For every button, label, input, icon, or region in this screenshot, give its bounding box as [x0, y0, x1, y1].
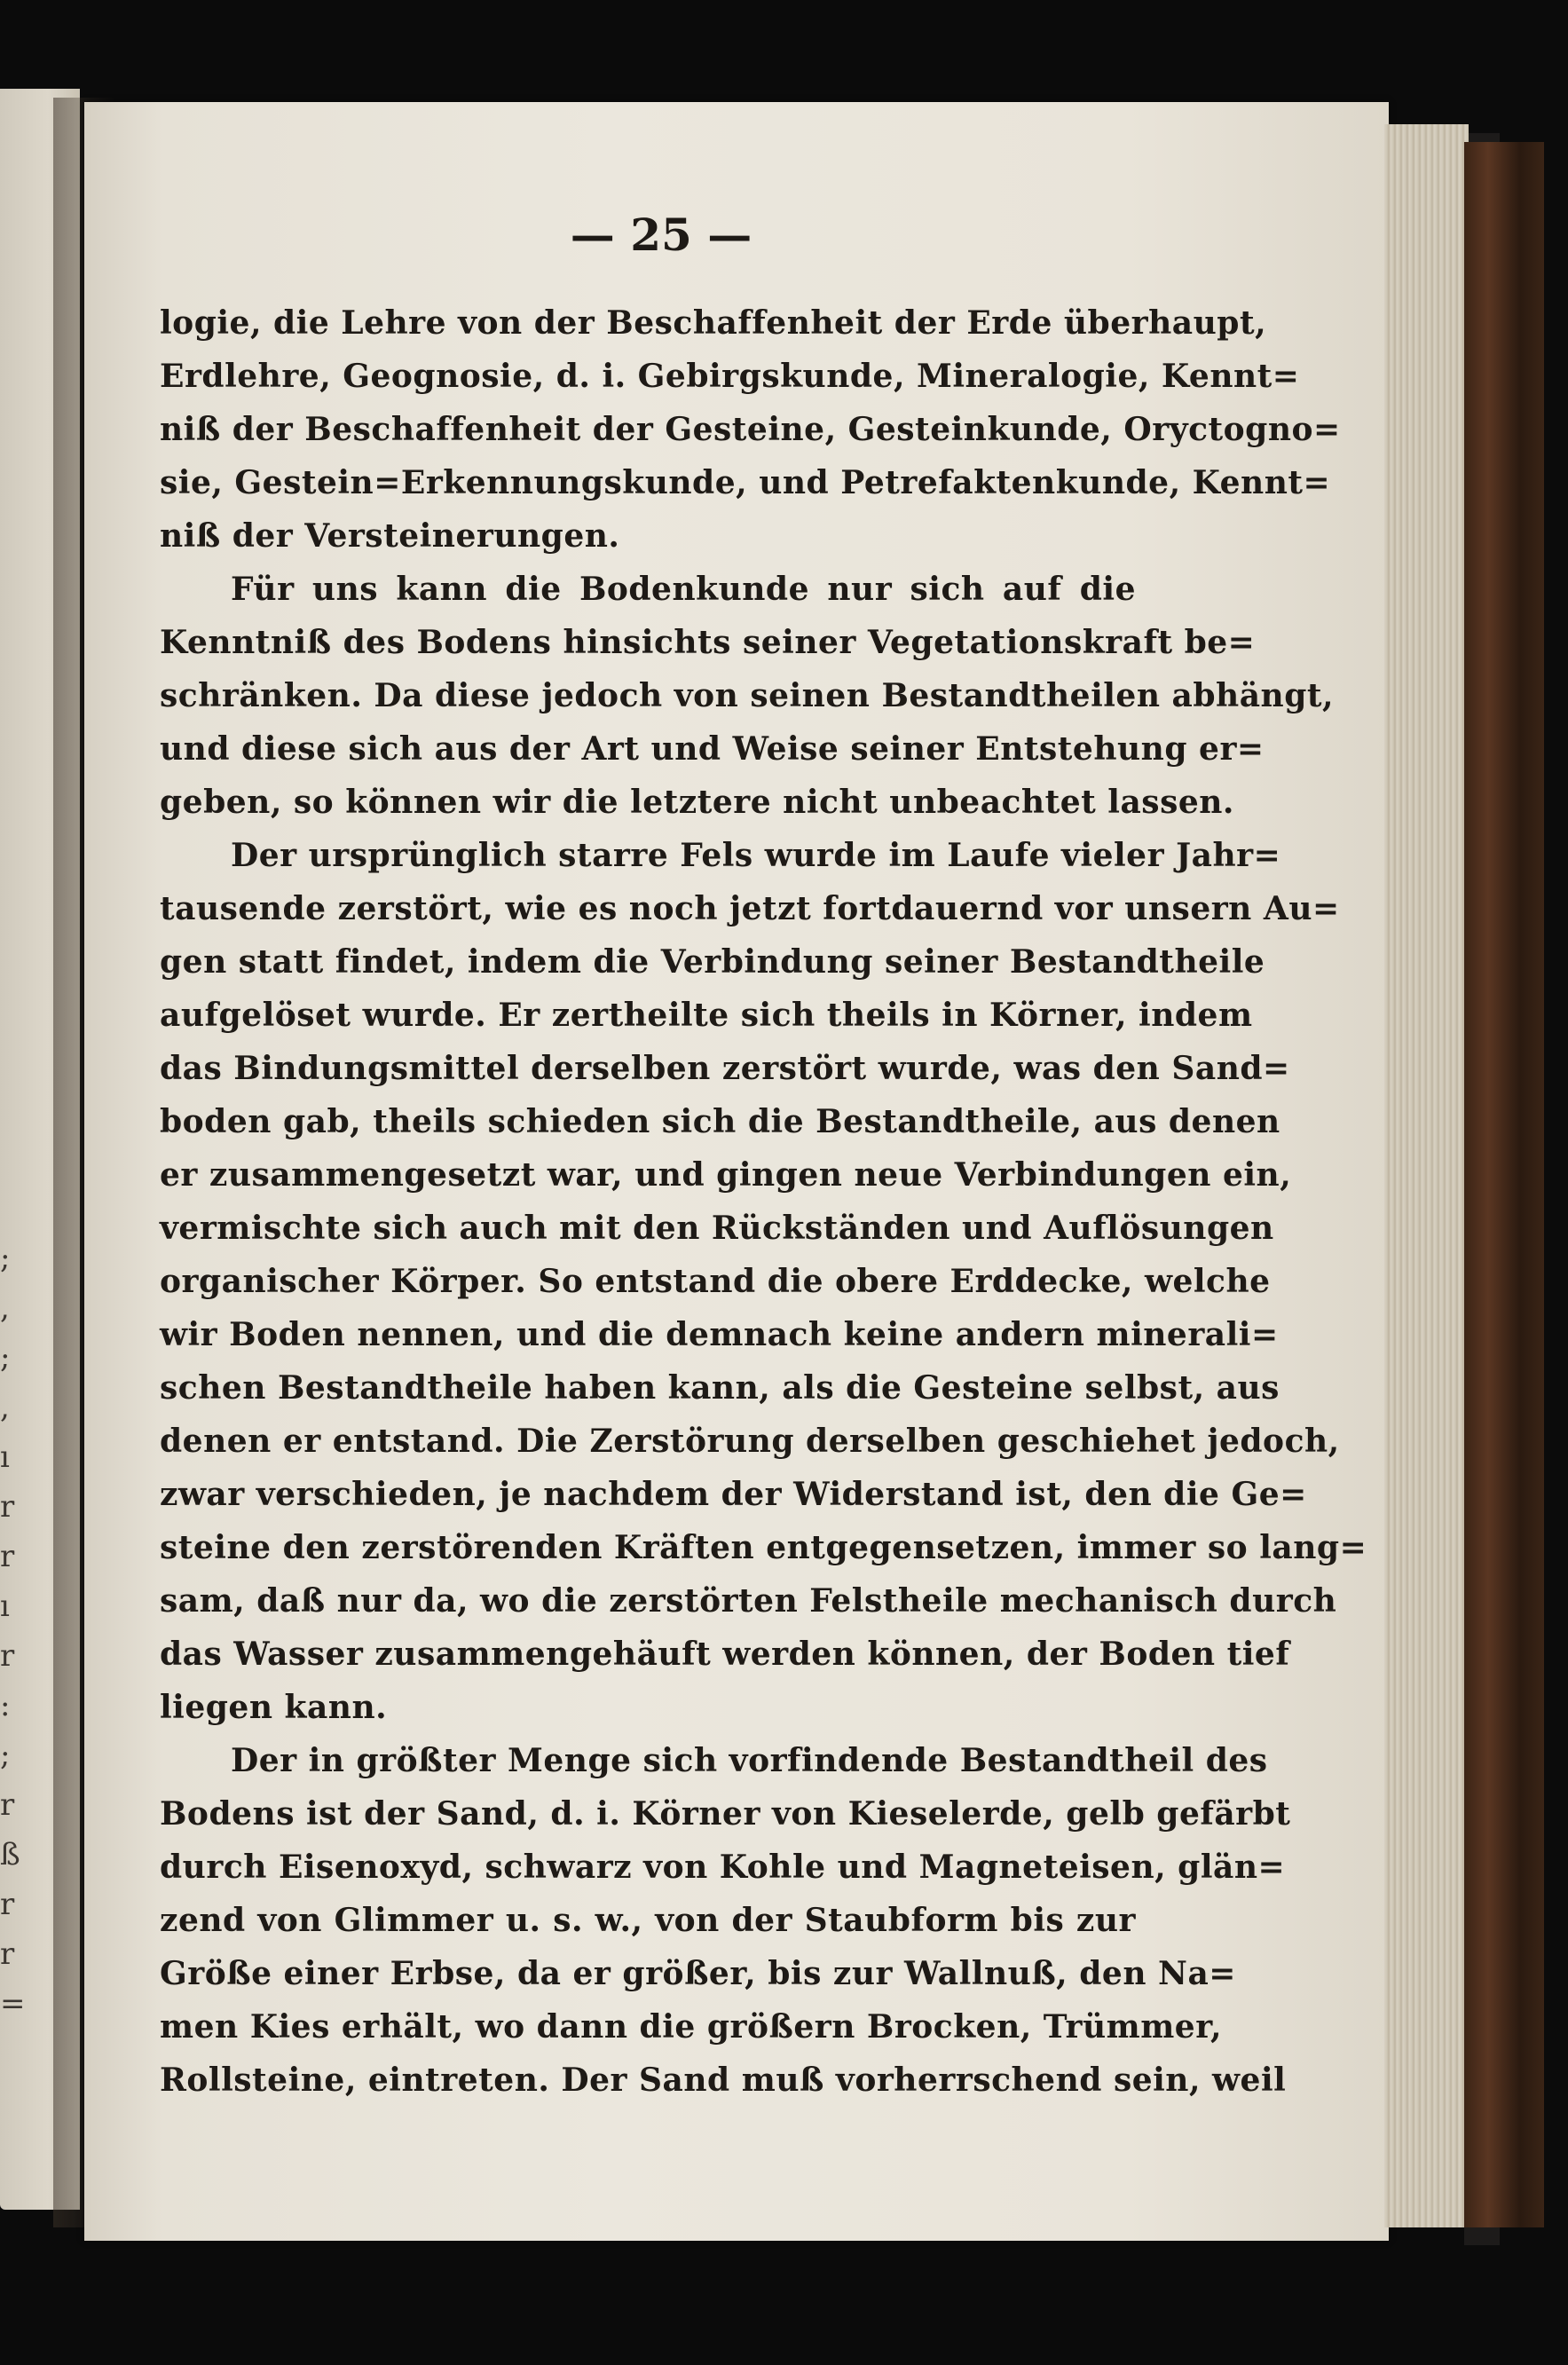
- text-line: niß der Versteinerungen.: [160, 517, 620, 555]
- paragraph: [160, 829, 1367, 1734]
- facing-page-fragment: r: [0, 1489, 15, 1525]
- facing-page-fragment: ;: [0, 1340, 11, 1376]
- text-line: vermischte sich auch mit den Rückständen und Auflösungen: [160, 1210, 1274, 1247]
- text-line: sam, daß nur da, wo die zerstörten Felstheile mechanisch durch: [160, 1582, 1337, 1620]
- text-line: Bodens ist der Sand, d. i. Körner von Kieselerde, gelb gefärbt: [160, 1795, 1291, 1833]
- page-text-block: [160, 209, 1367, 2107]
- text-line: schränken. Da diese jedoch von seinen Bestandtheilen abhängt,: [160, 677, 1335, 714]
- text-line: wir Boden nennen, und die demnach keine andern minerali=: [160, 1316, 1279, 1353]
- text-line: zwar verschieden, je nachdem der Widerstand ist, den die Ge=: [160, 1476, 1307, 1513]
- text-line: zend von Glimmer u. s. w., von der Staubform bis zur: [160, 1902, 1136, 1939]
- text-line: und diese sich aus der Art und Weise seiner Entstehung er=: [160, 730, 1265, 768]
- text-line: Erdlehre, Geognosie, d. i. Gebirgskunde, Mineralogie, Kennt=: [160, 358, 1300, 395]
- facing-page-fragment: =: [0, 1986, 26, 2022]
- text-line: Der ursprünglich starre Fels wurde im Laufe vieler Jahr=: [231, 837, 1281, 874]
- facing-page-fragment: r: [0, 1638, 15, 1674]
- facing-page-fragment: ß: [0, 1837, 20, 1872]
- paragraph: [160, 296, 1341, 563]
- facing-page-fragment: ;: [0, 1241, 11, 1276]
- page-number: — 25 —: [570, 209, 752, 261]
- text-line: Größe einer Erbse, da er größer, bis zur Wallnuß, den Na=: [160, 1955, 1236, 1992]
- facing-page-fragment: r: [0, 1887, 15, 1922]
- text-line: liegen kann.: [160, 1689, 388, 1726]
- page-block-edges: [1384, 124, 1469, 2227]
- facing-page-fragment: ı: [0, 1588, 10, 1624]
- text-line: men Kies erhält, wo dann die größern Brocken, Trümmer,: [160, 2008, 1223, 2046]
- text-line: gen statt findet, indem die Verbindung seiner Bestandtheile: [160, 943, 1265, 981]
- facing-page-fragment: ,: [0, 1390, 10, 1425]
- text-line: aufgelöset wurde. Er zertheilte sich theils in Körner, indem: [160, 997, 1253, 1034]
- text-line: niß der Beschaffenheit der Gesteine, Gesteinkunde, Oryctogno=: [160, 411, 1341, 448]
- text-line: Rollsteine, eintreten. Der Sand muß vorherrschend sein, weil: [160, 2061, 1287, 2099]
- text-line: logie, die Lehre von der Beschaffenheit der Erde überhaupt,: [160, 304, 1267, 342]
- facing-page-letter-fragments: [0, 1234, 27, 2029]
- facing-page-fragment: ;: [0, 1738, 11, 1773]
- facing-page-fragment: r: [0, 1936, 15, 1972]
- paragraph: [160, 563, 1335, 829]
- text-line: tausende zerstört, wie es noch jetzt fortdauernd vor unsern Au=: [160, 890, 1340, 927]
- text-line: Kenntniß des Bodens hinsichts seiner Vegetationskraft be=: [160, 624, 1256, 661]
- text-line: sie, Gestein=Erkennungskunde, und Petrefaktenkunde, Kennt=: [160, 464, 1331, 501]
- text-line: durch Eisenoxyd, schwarz von Kohle und Magneteisen, glän=: [160, 1849, 1286, 1886]
- text-line: das Bindungsmittel derselben zerstört wurde, was den Sand=: [160, 1050, 1290, 1087]
- facing-page-fragment: :: [0, 1688, 11, 1723]
- body-text: [160, 296, 1367, 2107]
- facing-page-fragment: r: [0, 1539, 15, 1574]
- text-line: organischer Körper. So entstand die obere Erddecke, welche: [160, 1263, 1271, 1300]
- paragraph: [160, 1734, 1291, 2107]
- text-line: geben, so können wir die letztere nicht unbeachtet lassen.: [160, 784, 1234, 821]
- text-line: Der in größter Menge sich vorfindende Bestandtheil des: [231, 1742, 1268, 1779]
- text-line: boden gab, theils schieden sich die Bestandtheile, aus denen: [160, 1103, 1280, 1140]
- book-cover-spine: [1464, 142, 1544, 2227]
- text-line: steine den zerstörenden Kräften entgegensetzen, immer so lang=: [160, 1529, 1367, 1566]
- text-line: Für uns kann die Bodenkunde nur sich auf die: [231, 571, 1136, 608]
- text-line: schen Bestandtheile haben kann, als die Gesteine selbst, aus: [160, 1369, 1280, 1407]
- text-line: er zusammengesetzt war, und gingen neue Verbindungen ein,: [160, 1156, 1292, 1194]
- facing-page-fragment: ı: [0, 1439, 10, 1475]
- facing-page-fragment: ,: [0, 1290, 10, 1326]
- text-line: das Wasser zusammengehäuft werden können, der Boden tief: [160, 1636, 1290, 1673]
- text-line: denen er entstand. Die Zerstörung derselben geschiehet jedoch,: [160, 1423, 1340, 1460]
- facing-page-fragment: r: [0, 1787, 15, 1823]
